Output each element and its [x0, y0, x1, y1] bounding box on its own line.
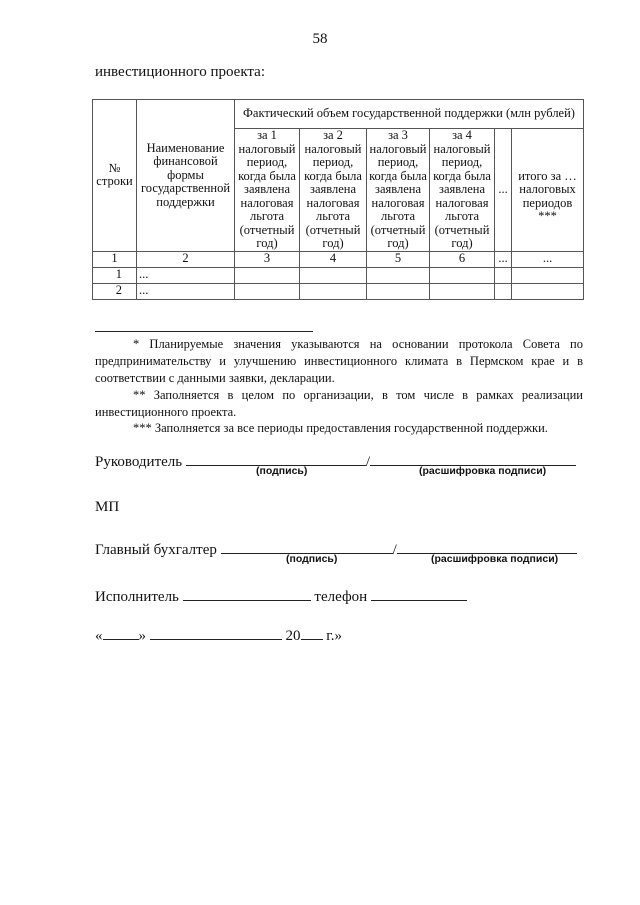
accountant-decoding-caption: (расшифровка подписи) — [431, 553, 559, 565]
year-suffix: г.» — [326, 628, 342, 644]
table-row — [93, 267, 584, 283]
footnote-1: * Планируемые значения указываются на основании протокола Совета по предпринимательству и улучшению инвестиционного климата в Пермском крае и в соответствии с данными заявки, декларации. — [95, 337, 583, 385]
date-close-quote: » — [138, 628, 146, 644]
column-number-row — [93, 251, 584, 267]
column-number: 1 — [93, 251, 137, 267]
table-row — [93, 283, 584, 299]
head-decoding-line[interactable] — [370, 451, 576, 466]
table-cell — [300, 283, 367, 299]
table-cell — [235, 283, 300, 299]
year-prefix: 20 — [285, 628, 301, 644]
executor-row — [95, 586, 467, 606]
slash: / — [392, 542, 397, 558]
column-number: ... — [495, 251, 512, 267]
header-period-2: за 2 налоговый период, когда была заявлена налоговая льгота (отчетный год) — [300, 129, 367, 252]
header-row-number: № строки — [93, 100, 137, 252]
table-cell — [495, 267, 512, 283]
accountant-signature-caption: (подпись) — [286, 553, 338, 565]
head-signature-caption: (подпись) — [256, 465, 308, 477]
head-signature-line[interactable] — [186, 451, 366, 466]
year-line[interactable] — [301, 625, 323, 640]
column-number: 6 — [430, 251, 495, 267]
support-table — [92, 99, 584, 300]
footnote-3: *** Заполняется за все периоды предоставления государственной поддержки. — [133, 421, 548, 436]
executor-label: Исполнитель — [95, 589, 179, 605]
header-period-1: за 1 налоговый период, когда была заявлена налоговая льгота (отчетный год) — [235, 129, 300, 252]
table-cell — [367, 283, 430, 299]
footnotes — [95, 336, 583, 437]
header-actual-volume: Фактический объем государственной поддержки (млн рублей) — [235, 100, 584, 129]
header-period-3: за 3 налоговый период, когда была заявлена налоговая льгота (отчетный год) — [367, 129, 430, 252]
phone-label: телефон — [314, 589, 368, 605]
date-row — [95, 625, 342, 645]
footnote-2: ** Заполняется в целом по организации, в том числе в рамках реализации инвестиционного проекта. — [95, 387, 583, 419]
page-number: 58 — [312, 31, 328, 47]
row-number: 2 — [93, 283, 137, 299]
month-line[interactable] — [150, 625, 282, 640]
date-open-quote: « — [95, 628, 103, 644]
accountant-signature-line[interactable] — [221, 539, 393, 554]
table-cell — [512, 267, 584, 283]
slash: / — [365, 454, 371, 470]
table-cell — [495, 283, 512, 299]
phone-line[interactable] — [371, 586, 467, 601]
row-support-form: ... — [137, 267, 235, 283]
accountant-label: Главный бухгалтер — [95, 542, 217, 558]
intro-text: инвестиционного проекта: — [95, 64, 265, 80]
table-cell — [430, 267, 495, 283]
column-number: 2 — [137, 251, 235, 267]
column-number: 3 — [235, 251, 300, 267]
column-number: 4 — [300, 251, 367, 267]
table-cell — [300, 267, 367, 283]
table-cell — [367, 267, 430, 283]
header-total: итого за … налоговых периодов *** — [512, 129, 584, 252]
table-cell — [235, 267, 300, 283]
header-support-form: Наименование финансовой формы государственной поддержки — [137, 100, 235, 252]
head-decoding-caption: (расшифровка подписи) — [419, 465, 547, 477]
column-number: 5 — [367, 251, 430, 267]
header-period-4: за 4 налоговый период, когда была заявлена налоговая льгота (отчетный год) — [430, 129, 495, 252]
accountant-decoding-line[interactable] — [397, 539, 577, 554]
day-line[interactable] — [103, 625, 139, 640]
table-cell — [512, 283, 584, 299]
row-support-form: ... — [137, 283, 235, 299]
head-label: Руководитель — [95, 454, 183, 470]
stamp-label: МП — [95, 499, 120, 515]
column-number: ... — [512, 251, 584, 267]
header-ellipsis: ... — [495, 129, 512, 252]
row-number: 1 — [93, 267, 137, 283]
footnote-separator — [95, 331, 313, 332]
table-cell — [430, 283, 495, 299]
executor-line[interactable] — [183, 586, 311, 601]
